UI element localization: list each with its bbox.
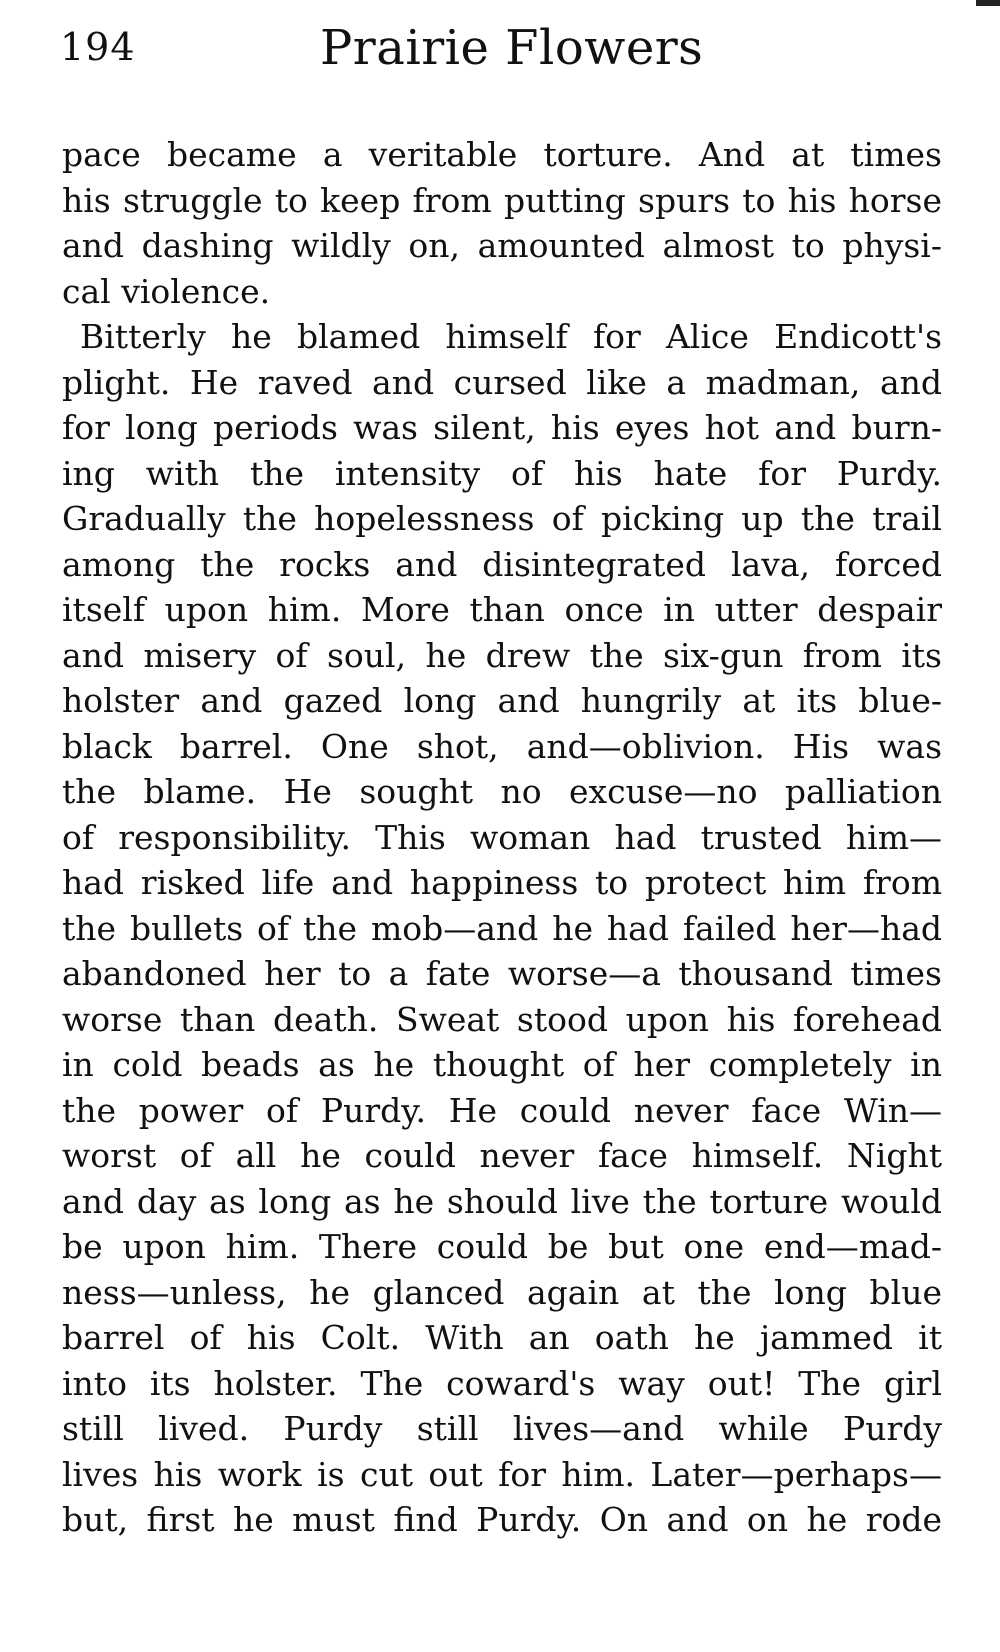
text-line-12: and misery of soul, he drew the six-gun from its bbox=[62, 635, 942, 675]
text-line-6: plight. He raved and cursed like a madman, and bbox=[62, 362, 942, 402]
scan-edge-mark bbox=[976, 0, 1000, 6]
text-line-23: worst of all he could never face himself. Night bbox=[62, 1136, 942, 1175]
text-line-20: worse than death. Sweat stood upon his forehead bbox=[62, 999, 942, 1039]
text-line-26: ness—unless, he glanced again at the long blue bbox=[62, 1272, 942, 1312]
body-text bbox=[62, 132, 942, 1543]
text-line-11: itself upon him. More than once in utter despair bbox=[62, 590, 942, 629]
text-line-27: barrel of his Colt. With an oath he jammed it bbox=[62, 1318, 942, 1357]
text-line-19: abandoned her to a fate worse—a thousand times bbox=[62, 954, 942, 993]
text-line-21: in cold beads as he thought of her completely in bbox=[62, 1045, 942, 1084]
text-line-28: into its holster. The coward's way out! The girl bbox=[62, 1363, 942, 1403]
text-line-8: ing with the intensity of his hate for Purdy. bbox=[62, 453, 942, 493]
text-line-31: but, first he must find Purdy. On and on he rode bbox=[62, 1500, 942, 1539]
text-line-4: cal violence. bbox=[62, 271, 271, 311]
text-line-29: still lived. Purdy still lives—and while Purdy bbox=[62, 1409, 942, 1448]
text-line-7: for long periods was silent, his eyes hot and burn- bbox=[62, 408, 942, 447]
text-line-24: and day as long as he should live the torture would bbox=[62, 1181, 942, 1221]
text-line-15: the blame. He sought no excuse—no palliation bbox=[62, 772, 942, 811]
text-line-9: Gradually the hopelessness of picking up the trail bbox=[62, 499, 942, 538]
text-line-1: pace became a veritable torture. And at times bbox=[62, 135, 942, 174]
text-line-16: of responsibility. This woman had trusted him— bbox=[62, 817, 942, 857]
text-line-13: holster and gazed long and hungrily at its blue- bbox=[62, 681, 942, 720]
text-line-3: and dashing wildly on, amounted almost to physi- bbox=[62, 226, 942, 265]
text-line-30: lives his work is cut out for him. Later—perhaps— bbox=[62, 1454, 942, 1494]
text-line-18: the bullets of the mob—and he had failed her—had bbox=[62, 908, 942, 948]
text-line-5: Bitterly he blamed himself for Alice Endicott's bbox=[80, 317, 942, 356]
page-number: 194 bbox=[60, 25, 136, 69]
text-line-17: had risked life and happiness to protect him from bbox=[62, 863, 942, 902]
text-line-2: his struggle to keep from putting spurs to his horse bbox=[62, 180, 942, 220]
text-line-14: black barrel. One shot, and—oblivion. His was bbox=[62, 726, 942, 766]
running-title: Prairie Flowers bbox=[320, 20, 704, 76]
text-line-22: the power of Purdy. He could never face Win— bbox=[62, 1090, 942, 1130]
text-line-25: be upon him. There could be but one end—mad- bbox=[62, 1227, 942, 1266]
text-line-10: among the rocks and disintegrated lava, forced bbox=[62, 544, 942, 584]
